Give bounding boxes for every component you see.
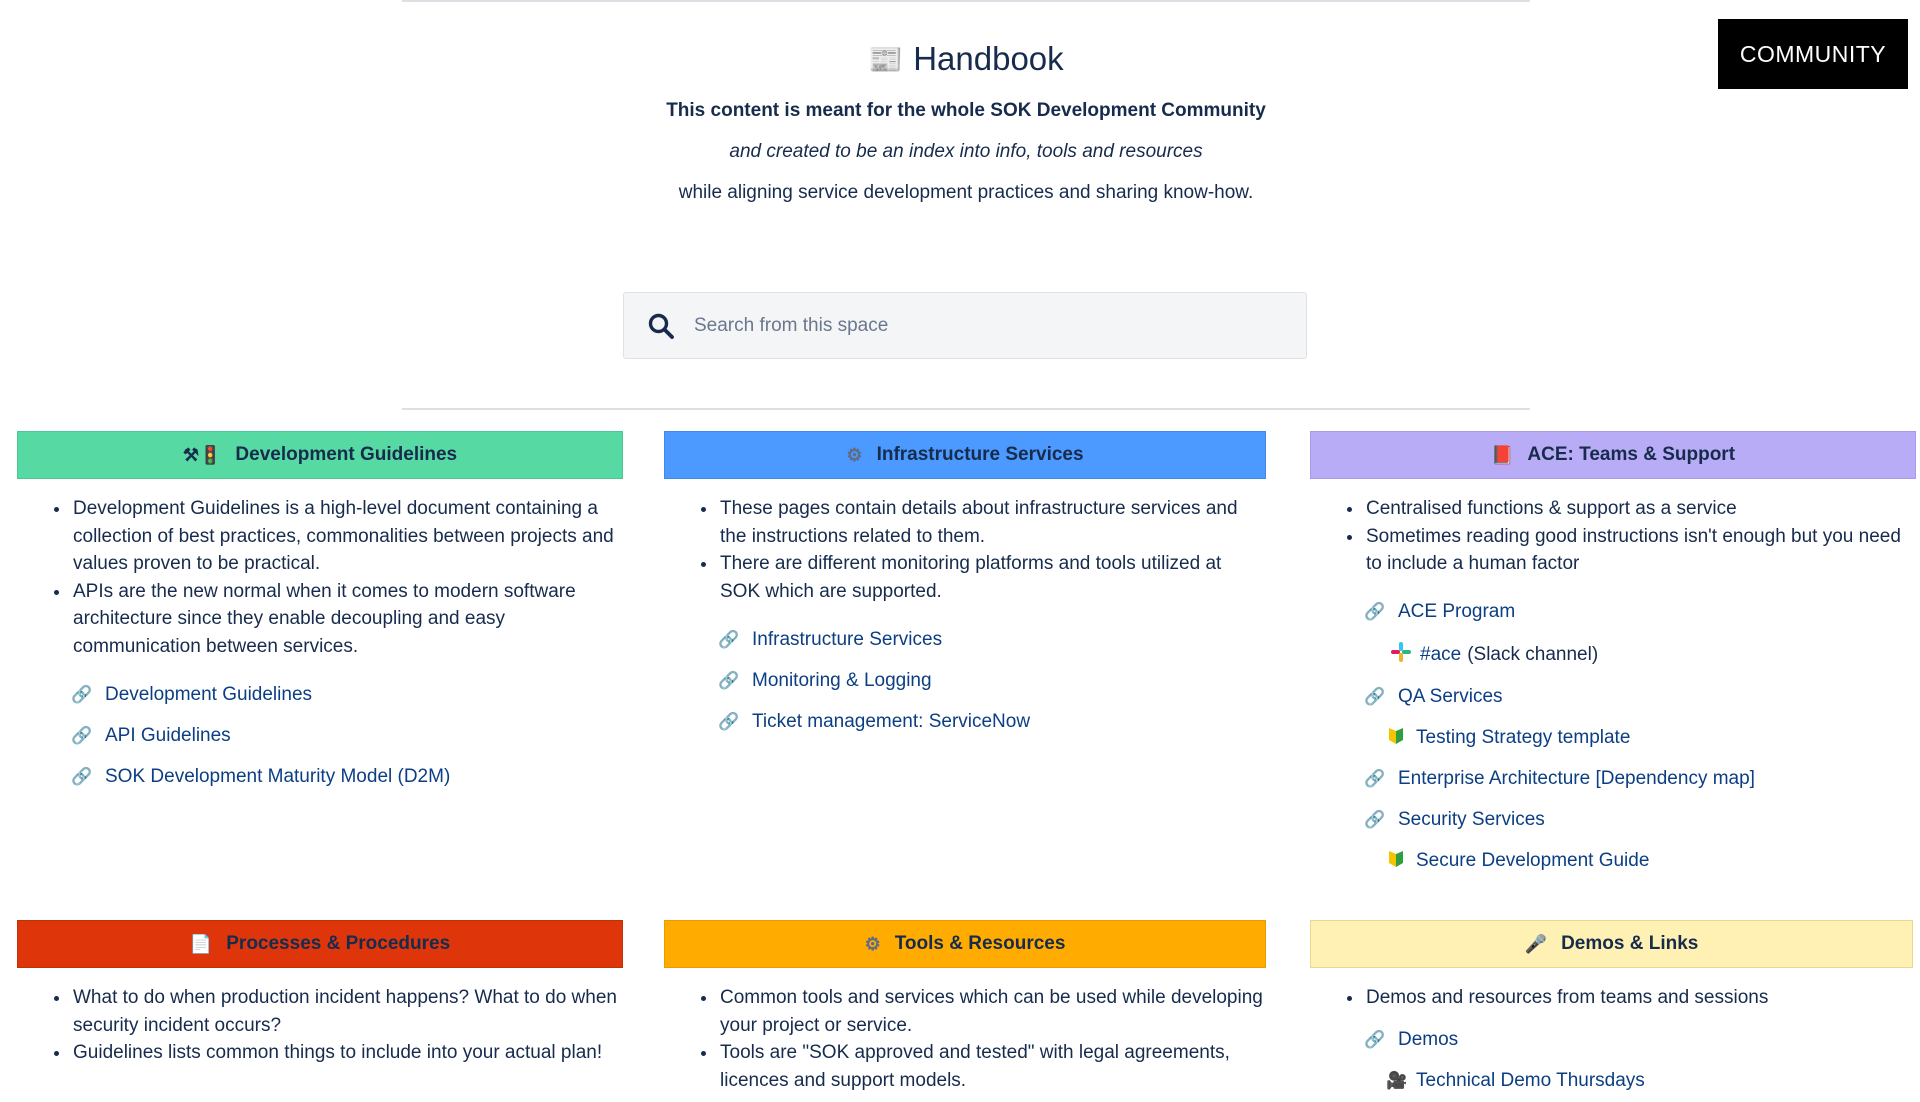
bullet-list — [664, 495, 1266, 605]
list-item: • APIs are the new normal when it comes to modern software architecture since they enable decoupling and easy communication between services. — [71, 578, 623, 661]
card-tools-resources — [664, 920, 1266, 1094]
microphone-icon: 🎤 — [1524, 933, 1548, 954]
list-item: • These pages contain details about infrastructure services and the instructions related to them. — [718, 495, 1266, 550]
search-icon[interactable] — [646, 311, 676, 341]
card-title: Demos & Links — [1561, 933, 1699, 954]
document-icon: 📄 — [189, 933, 213, 954]
link-qa-services[interactable] — [1310, 677, 1916, 718]
list-item: • Demos and resources from teams and sessions — [1364, 984, 1913, 1012]
link-icon: 🔗 — [1364, 1030, 1386, 1049]
link-icon: 🔗 — [1364, 602, 1386, 621]
link-label[interactable]: Monitoring & Logging — [752, 669, 932, 691]
link-testing-strategy[interactable] — [1310, 718, 1916, 759]
bullet-list — [17, 495, 623, 660]
link-icon: 🔗 — [71, 684, 93, 704]
card-demos-links — [1310, 920, 1913, 1102]
link-label[interactable]: Development Guidelines — [105, 683, 313, 705]
link-label[interactable]: Infrastructure Services — [752, 628, 943, 650]
link-label[interactable]: ACE Program — [1398, 601, 1516, 622]
card-header — [1310, 431, 1916, 479]
list-item: • Common tools and services which can be used while developing your project or service. — [718, 984, 1266, 1039]
link-label[interactable]: SOK Development Maturity Model (D2M) — [105, 765, 451, 787]
link-label[interactable]: Security Services — [1398, 809, 1545, 830]
card-title: ACE: Teams & Support — [1527, 444, 1736, 465]
list-item: • There are different monitoring platforms and tools utilized at SOK which are supported. — [718, 550, 1266, 605]
list-item: • Sometimes reading good instructions isn't enough but you need to include a human factor — [1364, 523, 1916, 578]
link-icon: 🔗 — [71, 766, 93, 786]
card-header — [1310, 920, 1913, 968]
card-header — [664, 431, 1266, 479]
card-processes-procedures — [17, 920, 623, 1067]
link-api-guidelines[interactable] — [17, 715, 623, 756]
link-ace-program[interactable] — [1310, 592, 1916, 633]
slack-icon — [1390, 641, 1410, 668]
link-secure-dev-guide[interactable] — [1310, 841, 1916, 882]
link-d2m[interactable] — [17, 756, 623, 797]
link-icon: 🔗 — [718, 711, 740, 731]
link-icon: 🔗 — [718, 670, 740, 690]
link-slack-ace[interactable] — [1310, 633, 1916, 677]
link-suffix: (Slack channel) — [1467, 643, 1599, 665]
link-icon: 🔗 — [1364, 687, 1386, 706]
link-demos[interactable] — [1310, 1020, 1913, 1061]
link-label[interactable]: API Guidelines — [105, 724, 231, 746]
card-header — [17, 431, 623, 479]
link-label[interactable]: #ace — [1420, 643, 1462, 665]
card-title: Processes & Procedures — [226, 933, 451, 954]
page-title — [0, 40, 1920, 78]
community-button[interactable]: COMMUNITY — [1718, 19, 1908, 89]
link-icon: 🔗 — [1364, 769, 1386, 788]
bullet-list — [664, 984, 1266, 1094]
link-label[interactable]: QA Services — [1398, 686, 1503, 707]
bullet-list — [1310, 495, 1916, 578]
list-item: • Tools are "SOK approved and tested" with legal agreements, licences and support models. — [718, 1039, 1266, 1094]
gear-icon: ⚙ — [846, 444, 863, 465]
search-input[interactable] — [692, 314, 1256, 338]
page-title-text: Handbook — [913, 40, 1064, 77]
link-servicenow[interactable] — [664, 701, 1266, 742]
card-ace-teams-support — [1310, 431, 1916, 882]
list-item: • Development Guidelines is a high-level document containing a collection of best practices, commonalities between projects and values proven to be practical. — [71, 495, 623, 578]
red-book-icon: 📕 — [1490, 444, 1514, 465]
card-title: Development Guidelines — [235, 444, 458, 465]
link-label[interactable]: Technical Demo Thursdays — [1416, 1070, 1645, 1091]
card-title: Tools & Resources — [894, 933, 1066, 954]
link-label[interactable]: Ticket management: ServiceNow — [752, 710, 1031, 732]
search-box[interactable] — [623, 292, 1307, 359]
bullet-list — [17, 984, 623, 1067]
link-icon: 🔗 — [1364, 810, 1386, 829]
link-infrastructure-services[interactable] — [664, 619, 1266, 660]
card-title: Infrastructure Services — [876, 444, 1084, 465]
link-enterprise-architecture[interactable] — [1310, 759, 1916, 800]
intro-line-italic: and created to be an index into info, tools and resources — [729, 141, 1203, 162]
card-header — [17, 920, 623, 968]
link-label[interactable]: Secure Development Guide — [1416, 850, 1650, 871]
movie-camera-icon: 🎥 — [1386, 1071, 1408, 1090]
bullet-list — [1310, 984, 1913, 1012]
card-development-guidelines — [17, 431, 623, 797]
list-item: • Centralised functions & support as a service — [1364, 495, 1916, 523]
intro-line-plain: while aligning service development practices and sharing know-how. — [678, 182, 1254, 203]
list-item: • What to do when production incident happens? What to do when security incident occurs? — [71, 984, 623, 1039]
link-development-guidelines[interactable] — [17, 674, 623, 715]
section-divider — [402, 408, 1530, 410]
link-icon: 🔗 — [71, 725, 93, 745]
gear-icon: ⚙ — [864, 933, 881, 954]
newspaper-icon: 📰 — [868, 43, 904, 75]
link-monitoring-logging[interactable] — [664, 660, 1266, 701]
tools-icon: ⚒🚦 — [182, 444, 222, 465]
list-item: • Guidelines lists common things to include into your actual plan! — [71, 1039, 623, 1067]
link-label[interactable]: Testing Strategy template — [1416, 727, 1631, 748]
card-header — [664, 920, 1266, 968]
card-infrastructure-services — [664, 431, 1266, 742]
beginner-shield-icon — [1386, 850, 1406, 873]
link-label[interactable]: Enterprise Architecture [Dependency map] — [1398, 768, 1755, 789]
intro-line-bold: This content is meant for the whole SOK Development Community — [666, 100, 1266, 121]
link-icon: 🔗 — [718, 629, 740, 649]
link-label[interactable]: Demos — [1398, 1029, 1459, 1050]
top-divider — [402, 0, 1530, 2]
beginner-shield-icon — [1386, 727, 1406, 750]
link-technical-demo-thursdays[interactable] — [1310, 1061, 1913, 1102]
link-security-services[interactable] — [1310, 800, 1916, 841]
